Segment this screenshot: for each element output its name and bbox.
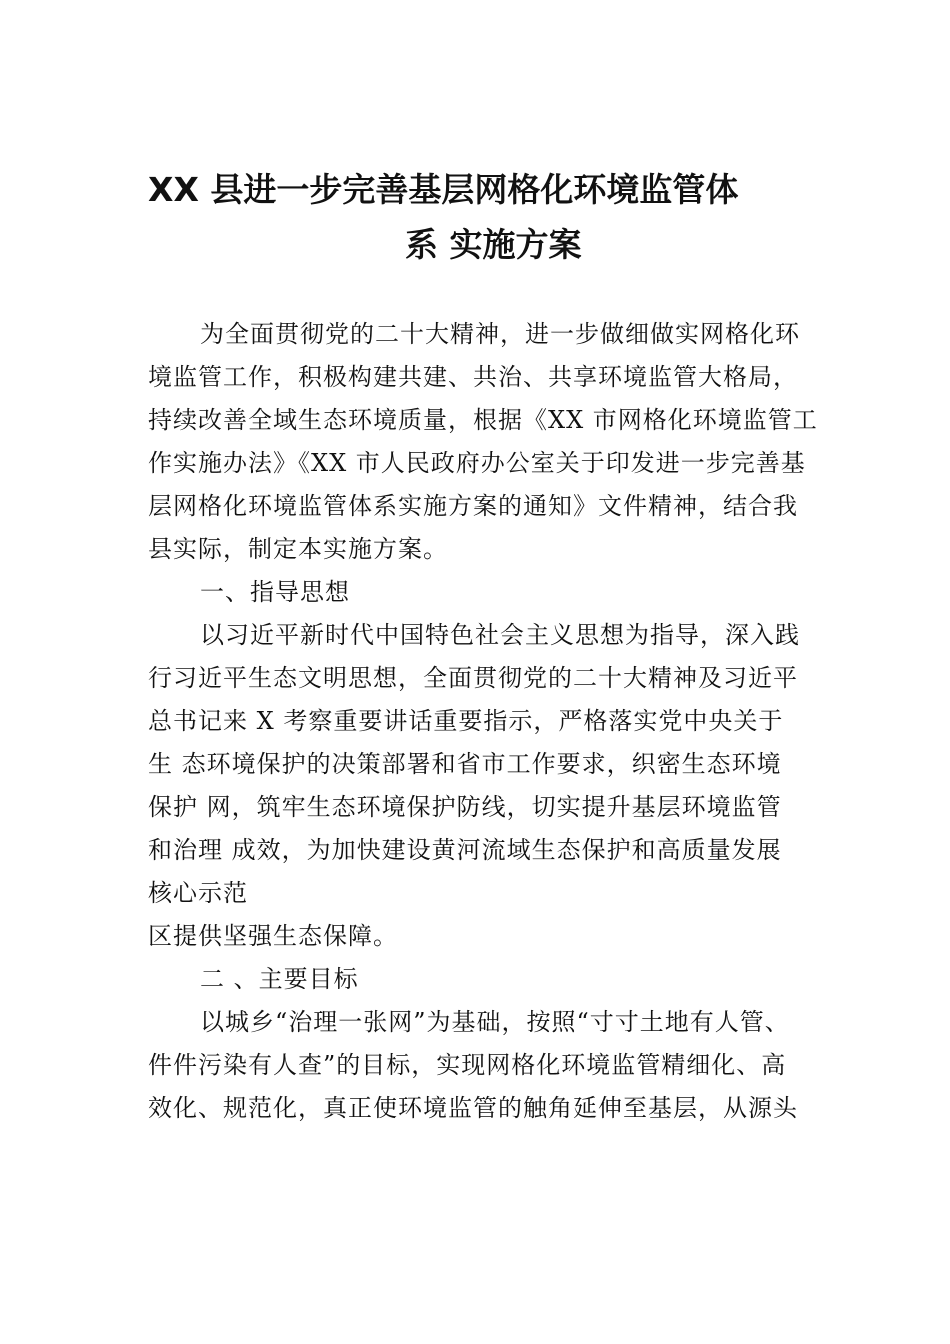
body-line: 以习近平新时代中国特色社会主义思想为指导，深入践 [200, 621, 800, 649]
body-line: 以城乡“治理一张网”为基础，按照“寸寸土地有人管、 [200, 1008, 790, 1036]
document-body [148, 313, 828, 1130]
body-line: 总书记来 X 考察重要讲话重要指示，严格落实党中央关于 [148, 707, 784, 735]
body-line: 核心示范 [148, 879, 248, 907]
body-line: 件件污染有人查”的目标，实现网格化环境监管精细化、高 [148, 1051, 787, 1079]
body-line: 作实施办法》《XX 市人民政府办公室关于印发进一步完善基 [148, 449, 806, 477]
body-line: 县实际，制定本实施方案。 [148, 535, 448, 563]
body-line: 区提供坚强生态保障。 [148, 922, 398, 950]
body-line: 效化、规范化，真正使环境监管的触角延伸至基层，从源头 [148, 1094, 798, 1122]
document-title-line-1: XX 县进一步完善基层网格化环境监管体 [148, 170, 739, 209]
body-line: 为全面贯彻党的二十大精神，进一步做细做实网格化环 [200, 320, 800, 348]
document-title-line-2: 系 实施方案 [405, 225, 582, 264]
section-heading: 一、指导思想 [200, 578, 350, 606]
body-line: 保护 网，筑牢生态环境保护防线，切实提升基层环境监管 [148, 793, 782, 821]
body-line: 行习近平生态文明思想，全面贯彻党的二十大精神及习近平 [148, 664, 798, 692]
body-line: 和治理 成效，为加快建设黄河流域生态保护和高质量发展 [148, 836, 782, 864]
body-line: 境监管工作，积极构建共建、共治、共享环境监管大格局， [148, 363, 798, 391]
body-line: 层网格化环境监管体系实施方案的通知》文件精神，结合我 [148, 492, 798, 520]
body-line: 生 态环境保护的决策部署和省市工作要求，织密生态环境 [148, 750, 782, 778]
body-line: 持续改善全域生态环境质量，根据《XX 市网格化环境监管工 [148, 406, 818, 434]
section-heading: 二 、主要目标 [200, 965, 359, 993]
